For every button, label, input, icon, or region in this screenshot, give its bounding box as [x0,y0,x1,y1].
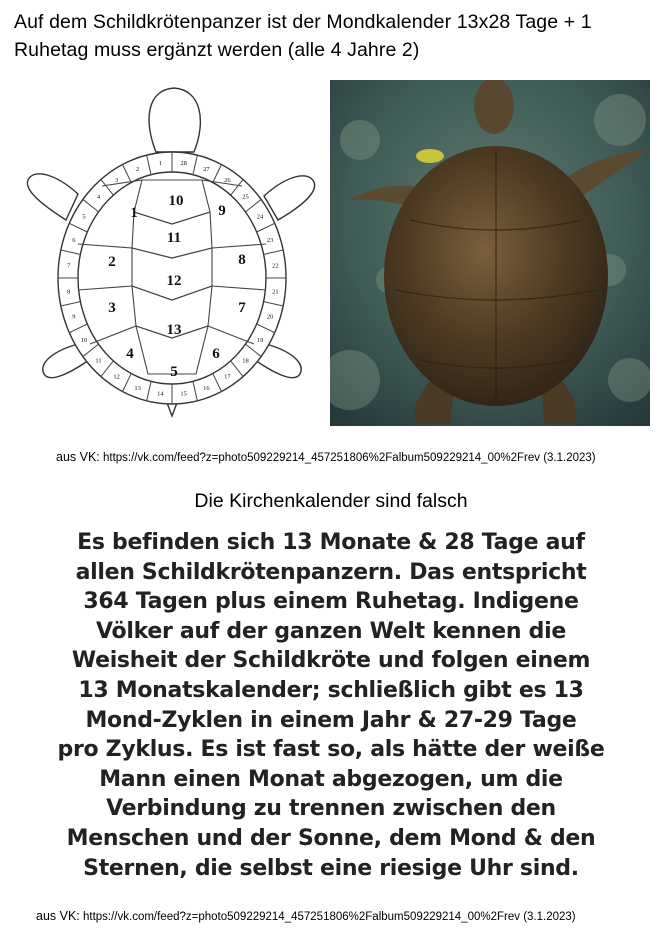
sea-turtle-photo [330,80,650,426]
marginal-number: 4 [96,193,101,201]
marginal-number: 13 [134,384,141,392]
page-title: Auf dem Schildkrötenpanzer ist der Mondkalender 13x28 Tage + 1 Ruhetag muss ergänzt werden (alle 4 Jahre 2) [14,11,592,61]
scute-number-12: 12 [166,273,182,289]
quote-line: Sternen, die selbst eine riesige Uhr sind. [83,855,579,881]
marginal-number: 9 [72,313,76,321]
marginal-number: 23 [266,236,274,244]
quote-line: Es befinden sich 13 Monate & 28 Tage auf [77,530,585,555]
marginal-number: 1 [158,160,162,168]
quote-block [14,528,648,883]
scute-number-7: 7 [238,300,246,316]
marginal-number: 17 [224,373,231,381]
marginal-number: 11 [95,357,102,365]
photo-turtle-head [474,80,514,134]
scute-number-5: 5 [170,364,178,380]
fish [416,149,444,163]
source-link[interactable]: https://vk.com/feed?z=photo509229214_457251806%2Falbum509229214_00%2Frev (3.1.2023) [82,911,576,923]
marginal-number: 5 [82,213,86,221]
scute-number-1: 1 [130,205,138,221]
quote-line: Menschen und der Sonne, dem Mond & den [66,825,596,851]
marginal-number: 16 [203,384,210,392]
source-citation-top [56,450,596,464]
marginal-number: 12 [113,373,120,381]
marginal-number: 24 [256,213,264,221]
scute-number-10: 10 [168,193,184,209]
quote-line: Weisheit der Schildkröte und folgen einem [71,648,591,674]
marginal-number: 7 [67,262,71,270]
source-link[interactable]: https://vk.com/feed?z=photo509229214_457251806%2Falbum509229214_00%2Frev (3.1.2023) [102,452,596,464]
source-prefix: aus VK: [56,450,100,464]
marginal-number: 27 [203,165,210,173]
marginal-number: 22 [272,262,279,270]
marginal-number: 20 [266,313,274,321]
quote-line: allen Schildkrötenpanzern. Das entspricht [75,559,587,585]
marginal-number: 18 [242,357,249,365]
turtle-shell-diagram [16,82,326,422]
scute-number-9: 9 [218,203,226,219]
quote-line: Verbindung zu trennen zwischen den [106,796,556,822]
quote-line: 13 Monatskalender; schließlich gibt es 13 [78,677,584,703]
marginal-number: 8 [67,288,71,296]
quote-line: 364 Tagen plus einem Ruhetag. Indigene [83,589,579,615]
scute-number-8: 8 [238,252,246,268]
turtle-head [149,88,200,152]
marginal-number: 25 [242,193,249,201]
front-left-flipper [27,174,78,220]
marginal-number: 6 [72,236,76,244]
marginal-number: 10 [80,337,88,345]
quote-line: pro Zyklus. Es ist fast so, als hätte der weiße [57,737,605,763]
scute-number-13: 13 [166,322,182,338]
marginal-number: 26 [224,177,231,185]
marginal-number: 3 [115,177,119,185]
marginal-number: 14 [157,390,164,398]
quote-line: Völker auf der ganzen Welt kennen die [96,618,566,644]
front-right-flipper [264,176,315,220]
source-prefix: aus VK: [36,909,80,923]
scute-number-4: 4 [126,346,134,362]
quote-line: Mond-Zyklen in einem Jahr & 27-29 Tage [85,707,577,733]
source-citation-bottom [36,909,576,923]
scute-number-11: 11 [166,230,182,246]
marginal-number: 21 [272,288,279,296]
marginal-number: 15 [180,390,187,398]
marginal-number: 19 [256,337,264,345]
quote-line: Mann einen Monat abgezogen, um die [99,766,563,792]
scute-number-2: 2 [108,254,116,270]
subtitle: Die Kirchenkalender sind falsch [194,490,468,512]
marginal-number: 2 [136,165,140,173]
scute-number-6: 6 [212,346,220,362]
scute-number-3: 3 [108,300,116,316]
marginal-number: 28 [180,160,187,168]
